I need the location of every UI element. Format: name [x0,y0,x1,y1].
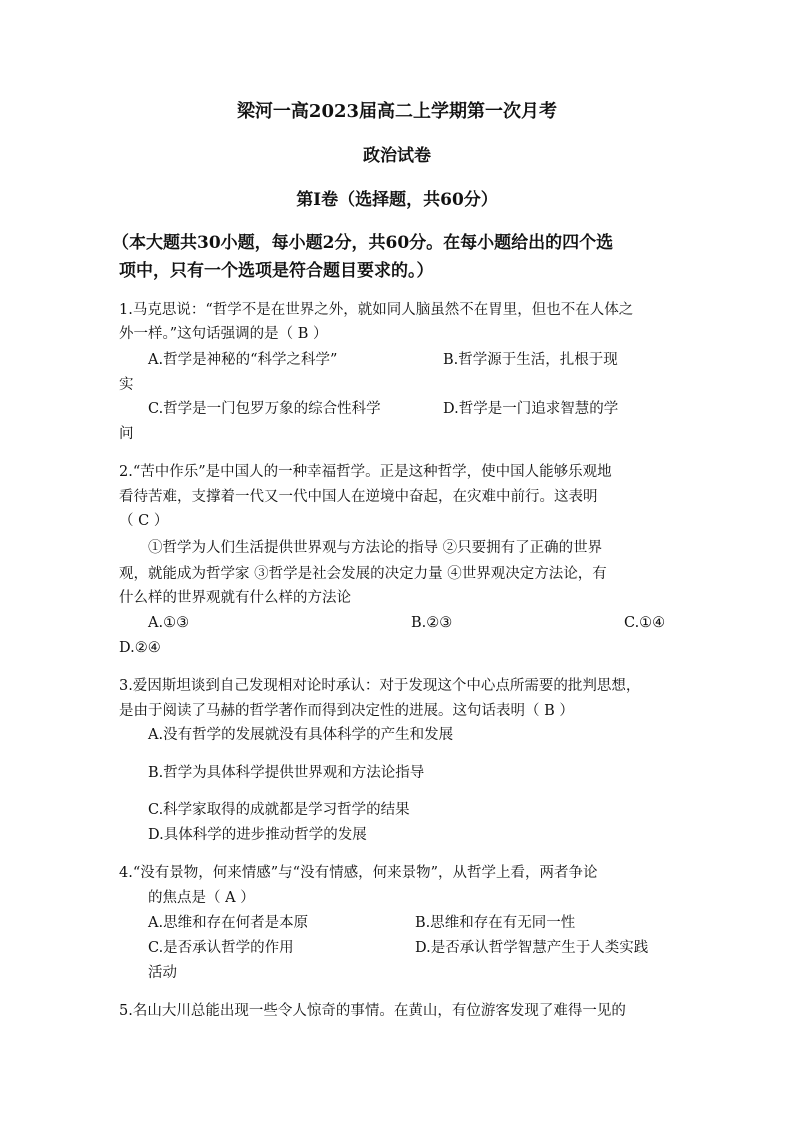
question-1-stem: 外一样。”这句话强调的是（ B ） [119,326,328,342]
instructions: （本大题共30小题，每小题2分，共60分。在每小题给出的四个选 [112,233,614,253]
option-a: A.①③ [148,615,190,631]
question-2-answer: （ C ） [119,513,169,529]
question-2-statements: ①哲学为人们生活提供世界观与方法论的指导 ②只要拥有了正确的世界 [148,540,603,556]
question-4-stem: 4.“没有景物，何来情感”与“没有情感，何来景物”，从哲学上看，两者争论 [119,865,598,881]
option-c: C.科学家取得的成就都是学习哲学的结果 [148,802,410,818]
subject-title: 政治试卷 [363,146,431,166]
exam-title: 梁河一高2023届高二上学期第一次月考 [236,101,558,122]
question-2-statements: 什么样的世界观就有什么样的方法论 [119,590,351,606]
option-c: C.是否承认哲学的作用 [148,940,294,956]
question-2-statements: 观，就能成为哲学家 ③哲学是社会发展的决定力量 ④世界观决定方法论，有 [119,566,607,582]
option-d: D.具体科学的进步推动哲学的发展 [148,827,367,843]
question-3-stem: 3.爱因斯坦谈到自己发现相对论时承认：对于发现这个中心点所需要的批判思想， [119,678,641,694]
option-c: C.①④ [624,615,666,631]
option-b: B.哲学为具体科学提供世界观和方法论指导 [148,765,425,781]
option-d: D.②④ [119,640,161,656]
option-b-wrap: 实 [119,377,134,393]
section-title: 第Ⅰ卷（选择题，共60分） [296,190,498,210]
question-5-stem: 5.名山大川总能出现一些令人惊奇的事情。在黄山，有位游客发现了难得一见的 [119,1003,626,1019]
option-d: D.哲学是一门追求智慧的学 [443,401,619,417]
option-d: D.是否承认哲学智慧产生于人类实践 [415,940,649,956]
option-a: A.没有哲学的发展就没有具体科学的产生和发展 [148,727,454,743]
option-d-wrap: 问 [119,426,134,442]
option-a: A.思维和存在何者是本原 [148,915,309,931]
question-2-stem: 看待苦难，支撑着一代又一代中国人在逆境中奋起，在灾难中前行。这表明 [119,489,598,505]
instructions: 项中，只有一个选项是符合题目要求的。） [119,261,434,281]
option-d-wrap: 活动 [148,965,177,981]
option-b: B.②③ [411,615,453,631]
question-1-stem: 1.马克思说：“哲学不是在世界之外，就如同人脑虽然不在胃里，但也不在人体之 [119,302,634,318]
option-b: B.哲学源于生活，扎根于现 [443,352,618,368]
option-a: A.哲学是神秘的“科学之科学” [148,352,338,368]
question-2-stem: 2.“苦中作乐”是中国人的一种幸福哲学。正是这种哲学，使中国人能够乐观地 [119,464,612,480]
question-3-stem: 是由于阅读了马赫的哲学著作而得到决定性的进展。这句话表明（ B ） [119,703,574,719]
question-4-stem: 的焦点是（ A ） [148,890,255,906]
option-c: C.哲学是一门包罗万象的综合性科学 [148,401,381,417]
option-b: B.思维和存在有无同一性 [415,915,576,931]
